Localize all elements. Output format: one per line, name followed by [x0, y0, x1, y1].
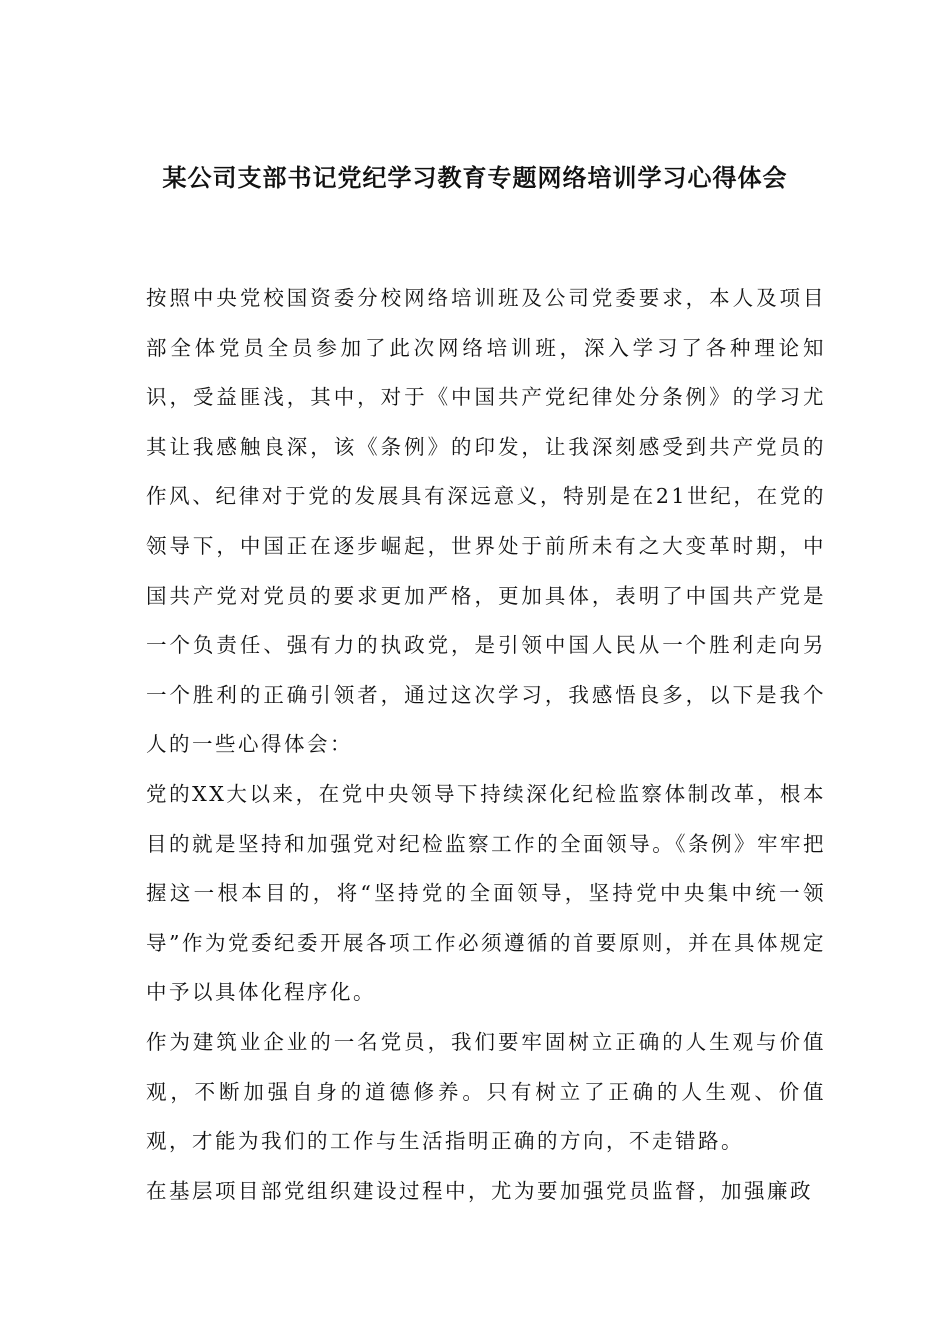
document-body: [146, 274, 826, 1216]
paragraph-reform: 党的XX大以来，在党中央领导下持续深化纪检监察体制改革，根本目的就是坚持和加强党对纪检监察工作的全面领导。《条例》牢牢把握这一根本目的，将“坚持党的全面领导，坚持党中央集中统一领导”作为党委纪委开展各项工作必须遵循的首要原则，并在具体规定中予以具体化程序化。: [146, 781, 826, 1005]
paragraph-values: 作为建筑业企业的一名党员，我们要牢固树立正确的人生观与价值观，不断加强自身的道德修养。只有树立了正确的人生观、价值观，才能为我们的工作与生活指明正确的方向，不走错路。: [146, 1029, 826, 1154]
document-title: 某公司支部书记党纪学习教育专题网络培训学习心得体会: [162, 163, 788, 192]
paragraph-supervision: 在基层项目部党组织建设过程中，尤为要加强党员监督，加强廉政: [146, 1178, 813, 1203]
paragraph-intro: 按照中央党校国资委分校网络培训班及公司党委要求，本人及项目部全体党员全员参加了此次网络培训班，深入学习了各种理论知识，受益匪浅，其中，对于《中国共产党纪律处分条例》的学习尤其让我感触良深，该《条例》的印发，让我深刻感受到共产党员的作风、纪律对于党的发展具有深远意义，特别是在21世纪，在党的领导下，中国正在逐步崛起，世界处于前所未有之大变革时期，中国共产党对党员的要求更加严格，更加具体，表明了中国共产党是一个负责任、强有力的执政党，是引领中国人民从一个胜利走向另一个胜利的正确引领者，通过这次学习，我感悟良多，以下是我个人的一些心得体会：: [146, 286, 826, 757]
